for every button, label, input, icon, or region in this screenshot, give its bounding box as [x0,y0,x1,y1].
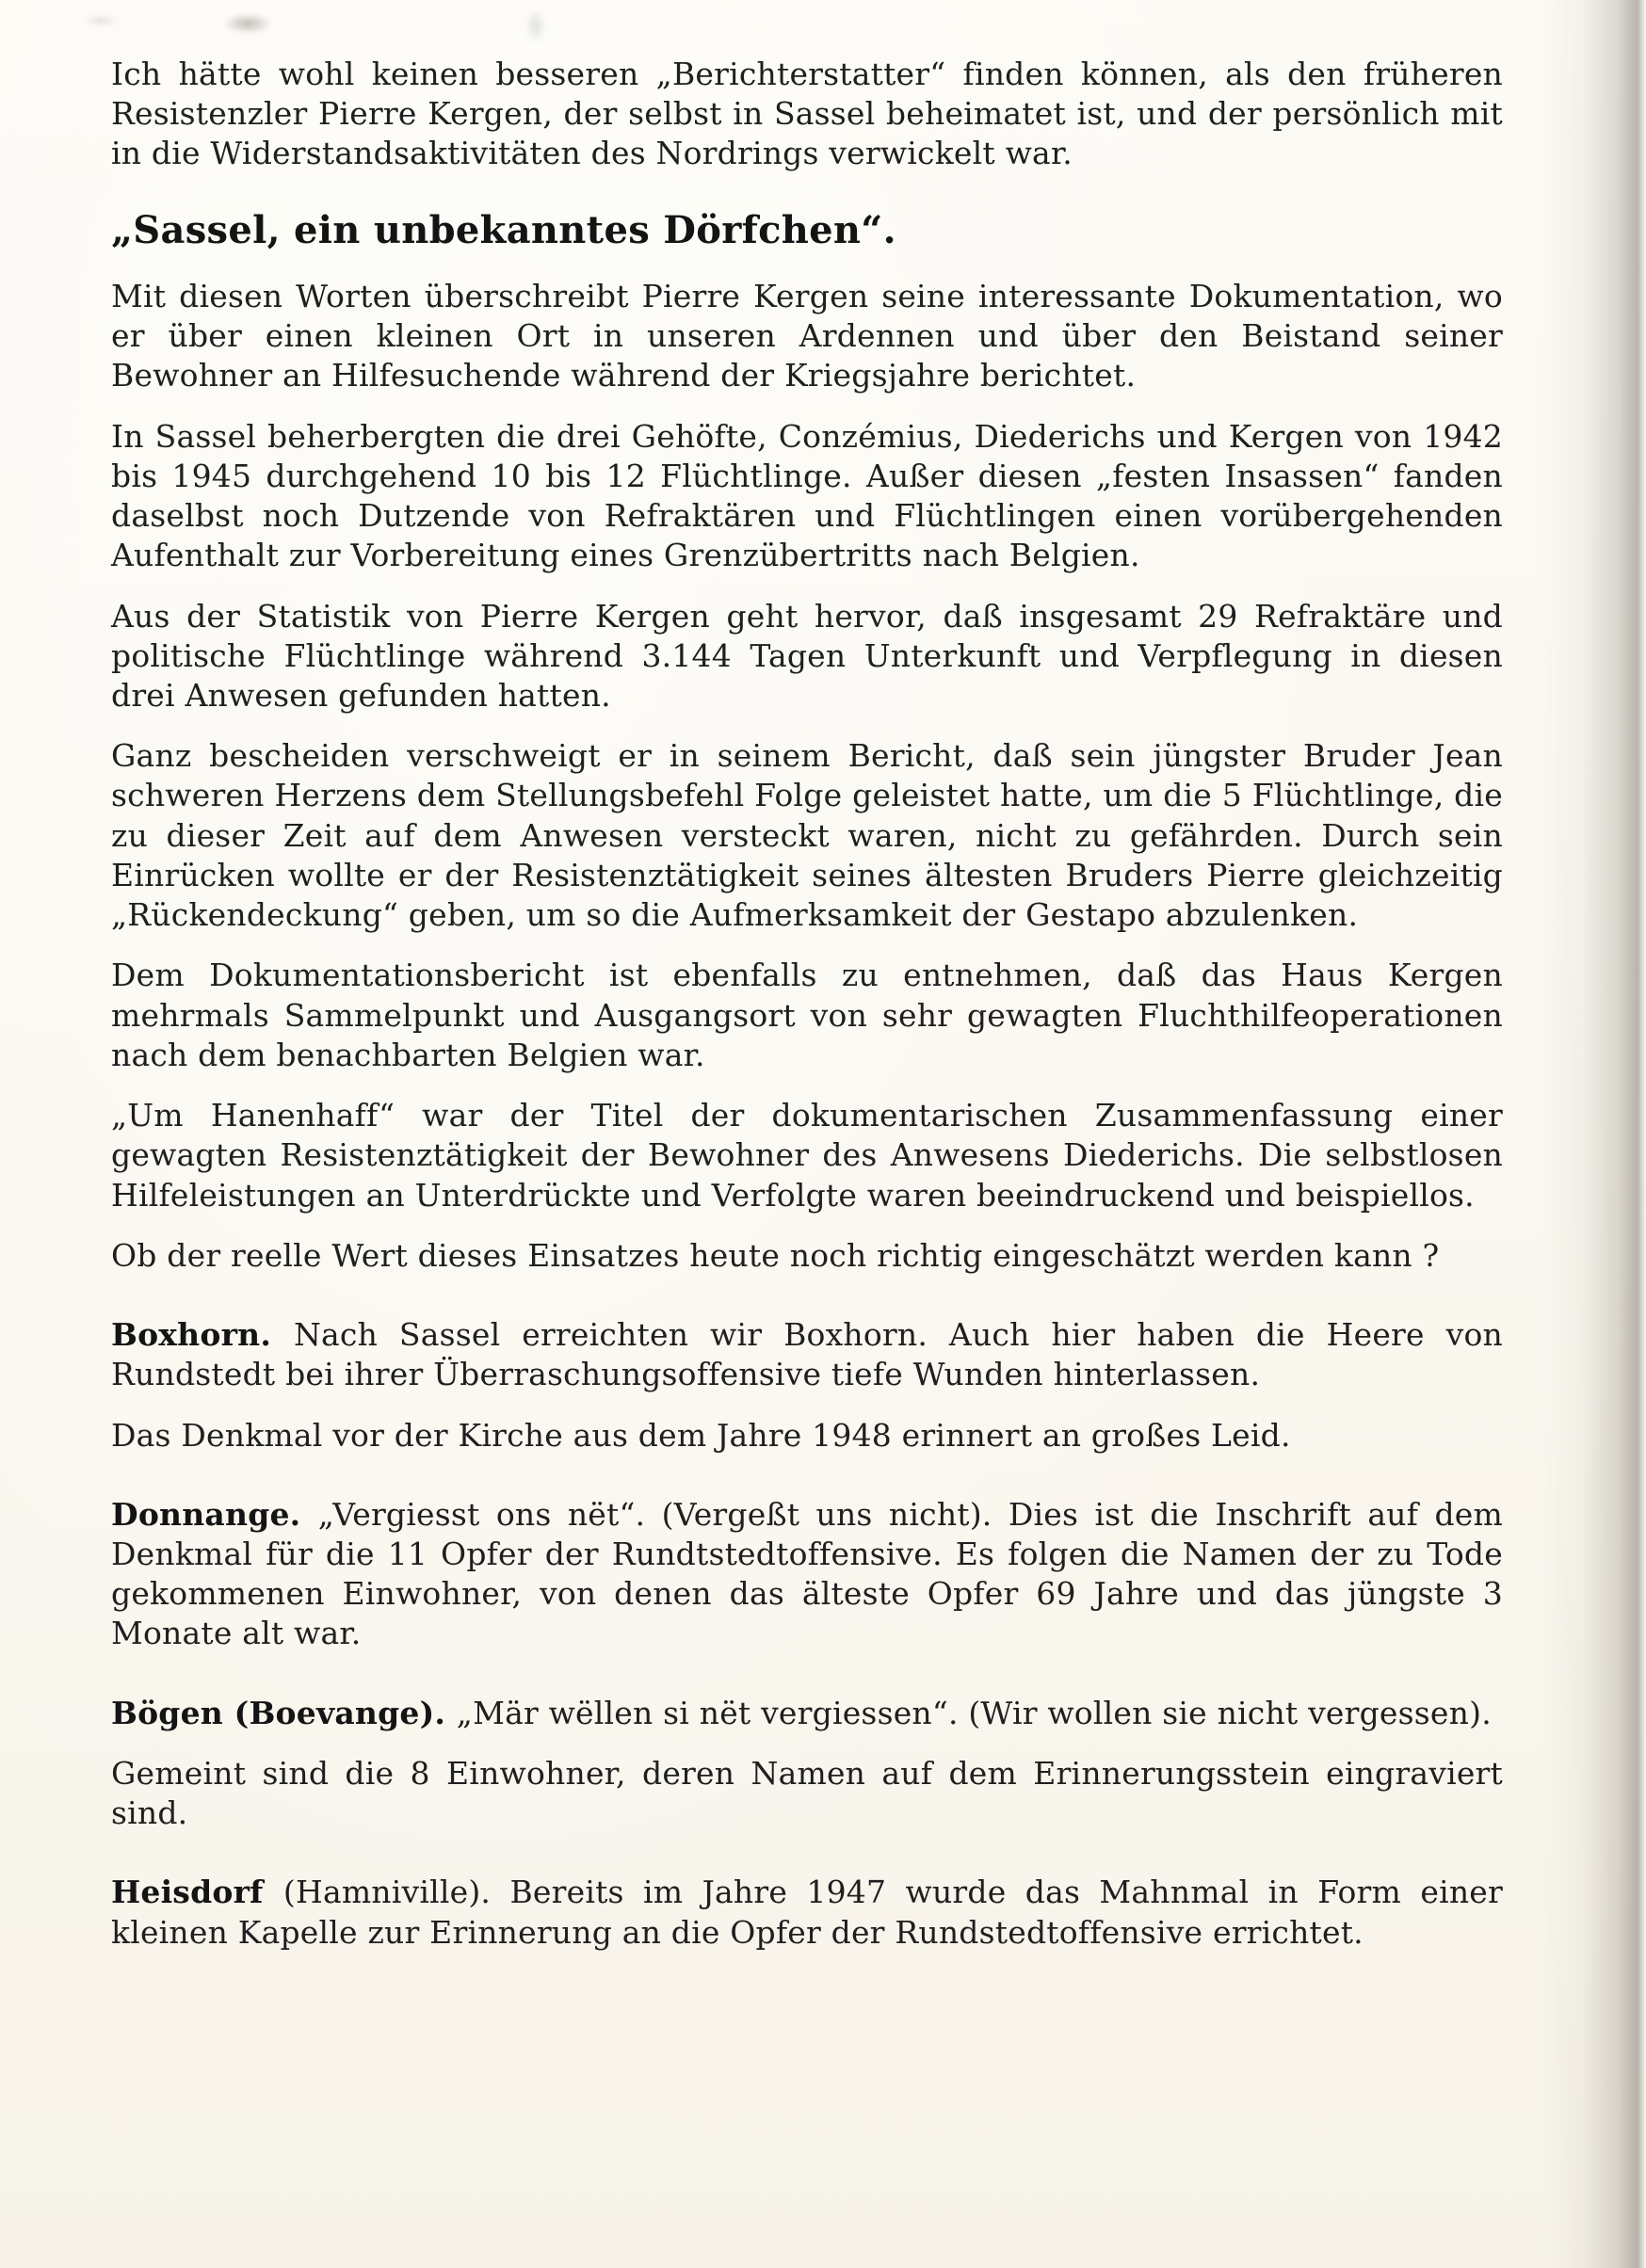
paragraph: Gemeint sind die 8 Einwohner, deren Namen auf dem Erinnerungsstein eingraviert sind. [111,1754,1503,1832]
paragraph-lead: Donnange. [111,1495,318,1533]
paragraph: Das Denkmal vor der Kirche aus dem Jahre 1948 erinnert an großes Leid. [111,1416,1291,1454]
section-heading: „Sassel, ein unbekanntes Dörfchen“. [111,207,896,252]
paragraph: Dem Dokumentationsbericht ist ebenfalls zu entnehmen, daß das Haus Kergen mehrmals Sammelpunkt und Ausgangsort von sehr gewagten Fluchthilfeoperationen nach dem benachbarten Belgien war. [111,957,1503,1073]
paragraph: Ganz bescheiden verschweigt er in seinem Bericht, daß sein jüngster Bruder Jean schweren Herzens dem Stellungsbefehl Folge geleistet hatte, um die 5 Flüchtlinge, die zu dieser Zeit auf dem Anwesen versteckt waren, nicht zu gefährden. Durch sein Einrücken wollte er der Resistenztätigkeit seines ältesten Bruders Pierre gleichzeitig „Rückendeckung“ geben, um so die Aufmerksamkeit der Gestapo abzulenken. [111,737,1503,934]
paragraph-lead: Boxhorn. [111,1316,294,1354]
paragraph: Ob der reelle Wert dieses Einsatzes heute noch richtig eingeschätzt werden kann ? [111,1236,1440,1274]
paragraph-lead: Heisdorf [111,1874,283,1911]
paragraph: Mit diesen Worten überschreibt Pierre Kergen seine interessante Dokumentation, wo er über einen kleinen Ort in unseren Ardennen und über den Beistand seiner Bewohner an Hilfesuchende während der Kriegsjahre berichtet. [111,277,1503,394]
paragraph: In Sassel beherbergten die drei Gehöfte, Conzémius, Diederichs und Kergen von 1942 bis 1945 durchgehend 10 bis 12 Flüchtlinge. Außer diesen „festen Insassen“ fanden daselbst noch Dutzende von Refraktären und Flüchtlingen einen vorübergehenden Aufenthalt zur Vorbereitung eines Grenzübertritts nach Belgien. [111,417,1503,574]
paragraph: Boxhorn. Nach Sassel erreichten wir Boxhorn. Auch hier haben die Heere von Rundstedt bei ihrer Überraschungsoffensive tiefe Wunden hinterlassen. [111,1316,1503,1393]
paragraph: Bögen (Boevange). „Mär wëllen si nët vergiessen“. (Wir wollen sie nicht vergessen). [111,1694,1492,1731]
paragraph: Donnange. „Vergiesst ons nët“. (Vergeßt uns nicht). Dies ist die Inschrift auf dem Denkmal für die 11 Opfer der Rundtstedtoffensive. Es folgen die Namen der zu Tode gekommenen Einwohner, von denen das älteste Opfer 69 Jahre und das jüngste 3 Monate alt war. [111,1495,1503,1652]
paragraph: Heisdorf (Hamniville). Bereits im Jahre 1947 wurde das Mahnmal in Form einer kleinen Kapelle zur Erinnerung an die Opfer der Rundstedtoffensive errichtet. [111,1874,1503,1951]
paragraph: Ich hätte wohl keinen besseren „Berichterstatter“ finden können, als den früheren Resistenzler Pierre Kergen, der selbst in Sassel beheimatet ist, und der persönlich mit in die Widerstandsaktivitäten des Nordrings verwickelt war. [111,56,1503,172]
paragraph: Aus der Statistik von Pierre Kergen geht hervor, daß insgesamt 29 Refraktäre und politische Flüchtlinge während 3.144 Tagen Unterkunft und Verpflegung in diesen drei Anwesen gefunden hatten. [111,597,1503,714]
paragraph: „Um Hanenhaff“ war der Titel der dokumentarischen Zusammenfassung einer gewagten Resistenztätigkeit der Bewohner des Anwesens Diederichs. Die selbstlosen Hilfeleistungen an Unterdrückte und Verfolgte waren beeindruckend und beispiellos. [111,1097,1503,1214]
paragraph-lead: Bögen (Boevange). [111,1694,457,1731]
